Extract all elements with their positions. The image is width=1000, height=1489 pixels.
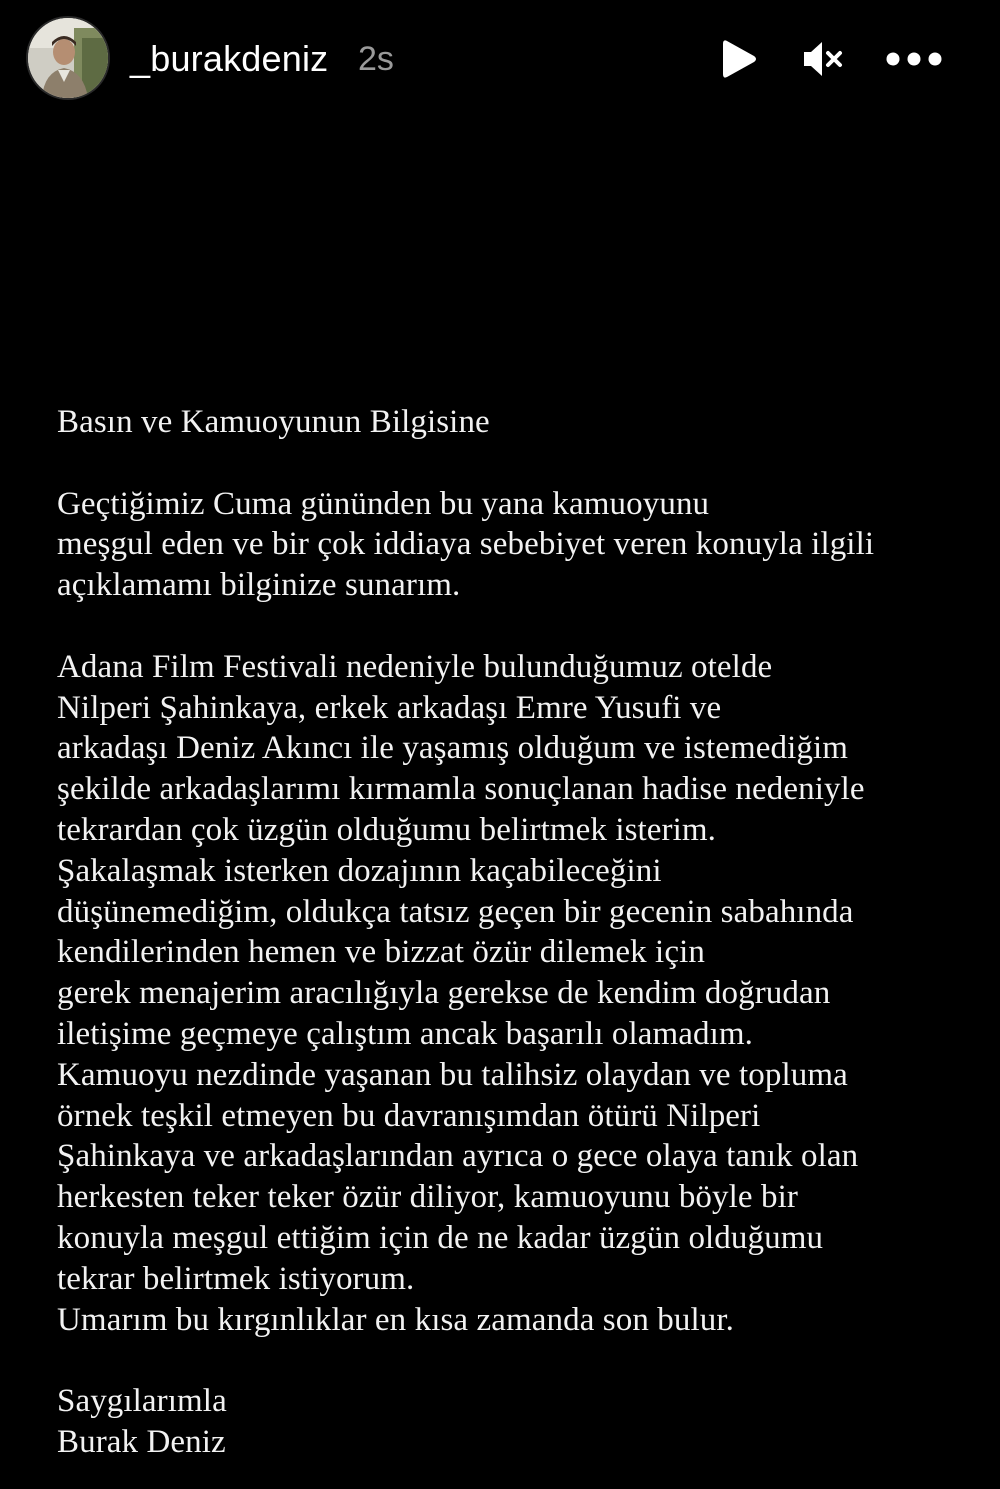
paragraph2-line: iletişime geçmeye çalıştım ancak başarılı olamadım. [57,1015,754,1052]
paragraph2-line: konuyla meşgul ettiğim için de ne kadar üzgün olduğumu [57,1219,824,1256]
play-icon [719,37,759,81]
signature-text: Burak Deniz [57,1423,226,1460]
paragraph1-line: açıklamamı bilginize sunarım. [57,567,461,604]
mute-button[interactable] [796,34,846,84]
paragraph2-line: herkesten teker teker özür diliyor, kamuoyunu böyle bir [57,1179,798,1216]
paragraph2-line: tekrardan çok üzgün olduğumu belirtmek isterim. [57,811,717,848]
profile-photo-icon [28,18,108,98]
statement-text [57,402,977,1463]
paragraph1-line: Geçtiğimiz Cuma gününden bu yana kamuoyunu [57,485,710,522]
paragraph2-line: arkadaşı Deniz Akıncı ile yaşamış olduğum ve istemediğim [57,730,849,767]
paragraph2-line: şekilde arkadaşlarımı kırmamla sonuçlanan hadise nedeniyle [57,771,865,808]
paragraph-gap [57,443,977,484]
volume-muted-icon [798,37,844,81]
paragraph2-line: Şakalaşmak isterken dozajının kaçabileceğini [57,852,662,889]
closing-text: Saygılarımla [57,1383,227,1420]
timestamp: 2s [358,40,394,78]
more-options-button[interactable] [884,34,944,84]
play-button[interactable] [714,34,764,84]
more-horizontal-icon [885,49,943,69]
statement-title: Basın ve Kamuoyunun Bilgisine [57,404,490,440]
paragraph2-line: düşünemediğim, oldukça tatsız geçen bir gecenin sabahında [57,893,854,930]
story-header [0,0,1000,120]
paragraph2-line: gerek menajerim aracılığıyla gerekse de kendim doğrudan [57,975,831,1012]
paragraph2-line: Şahinkaya ve arkadaşlarından ayrıca o gece olaya tanık olan [57,1138,859,1175]
paragraph2-line: kendilerinden hemen ve bizzat özür dilemek için [57,934,705,971]
paragraph-gap [57,606,977,647]
paragraph-gap [57,1340,977,1381]
username[interactable]: _burakdeniz [130,38,329,79]
paragraph2-line: örnek teşkil etmeyen bu davranışımdan ötürü Nilperi [57,1097,761,1134]
paragraph1-line: meşgul eden ve bir çok iddiaya sebebiyet veren konuyla ilgili [57,526,875,563]
avatar[interactable] [28,18,108,98]
paragraph2-line: Adana Film Festivali nedeniyle bulunduğumuz otelde [57,648,773,685]
paragraph2-line: Nilperi Şahinkaya, erkek arkadaşı Emre Yusufi ve [57,689,722,726]
paragraph2-line: Umarım bu kırgınlıklar en kısa zamanda son bulur. [57,1301,734,1338]
paragraph2-line: tekrar belirtmek istiyorum. [57,1260,415,1297]
paragraph2-line: Kamuoyu nezdinde yaşanan bu talihsiz olaydan ve topluma [57,1056,848,1093]
